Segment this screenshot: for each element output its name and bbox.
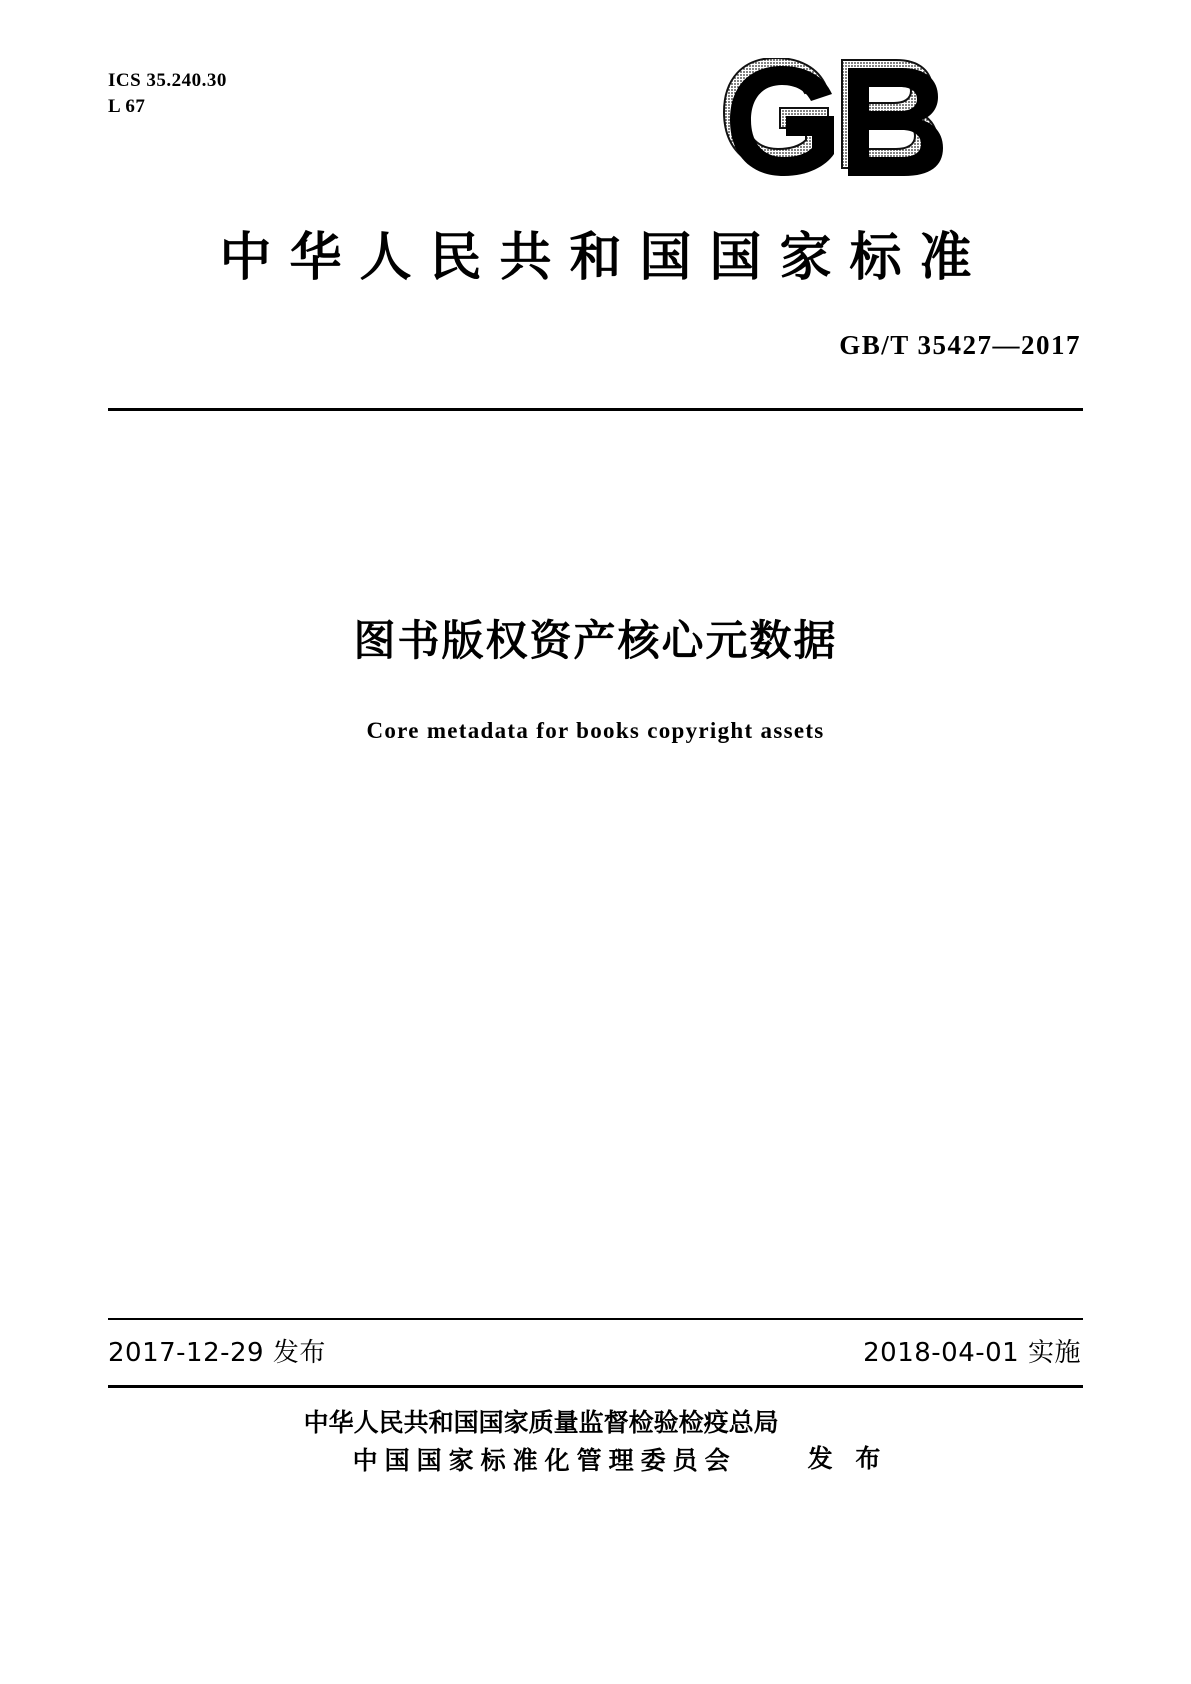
ics-code: ICS 35.240.30 (108, 70, 227, 91)
publisher-line-1: 中华人民共和国国家质量监督检验检疫总局 (303, 1408, 779, 1437)
implementation-date: 2018-04-01 实施 (863, 1338, 1081, 1368)
gb-logo-icon (722, 58, 962, 188)
publisher-names (304, 1404, 779, 1479)
issue-date: 2017-12-29 发布 (108, 1338, 326, 1368)
document-title-chinese: 图书版权资产核心元数据 (353, 616, 838, 665)
ics-classification-block (108, 68, 227, 119)
classification-code: L 67 (108, 95, 146, 117)
national-standard-title: 中华人民共和国国家标准 (219, 228, 990, 288)
footer-divider-top (108, 1318, 1083, 1320)
publisher-line-2: 中国国家标准化管理委员会 (352, 1445, 737, 1475)
publisher-block (0, 1404, 1191, 1479)
header-divider (108, 408, 1083, 411)
document-title-english: Core metadata for books copyright assets (366, 718, 825, 743)
footer-divider-bottom (108, 1385, 1083, 1388)
standard-number: GB/T 35427—2017 (839, 330, 1081, 360)
publisher-issue-label: 发 布 (807, 1444, 888, 1473)
